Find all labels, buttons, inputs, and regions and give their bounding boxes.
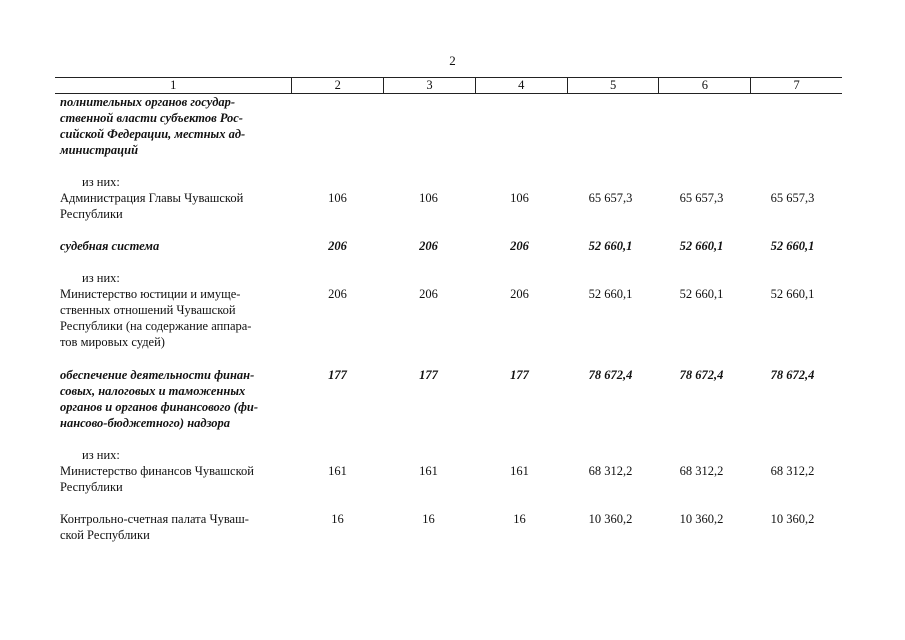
cell-col3: 106 [419, 191, 438, 205]
label-line: тов мировых судей) [60, 335, 165, 349]
page-number: 2 [449, 53, 456, 68]
label-line: Контрольно-счетная палата Чуваш- [60, 512, 249, 526]
label-line: Республики [60, 480, 123, 494]
column-header-3: 3 [383, 78, 475, 93]
row-label [55, 270, 292, 350]
row-prefix: из них: [82, 175, 120, 189]
label-line: обеспечение деятельности финан- [60, 368, 255, 382]
cell-col7: 65 657,3 [770, 191, 815, 205]
spacer [55, 463, 292, 479]
cell-col3: 177 [419, 368, 438, 382]
column-header-6: 6 [658, 78, 750, 93]
row-label [55, 94, 292, 158]
label-line: ственной власти субъектов Рос- [60, 111, 243, 125]
cell-col3: 161 [419, 464, 438, 478]
label-line: сийской Федерации, местных ад- [60, 127, 246, 141]
cell-col2: 16 [331, 512, 344, 526]
row-prefix: из них: [82, 271, 120, 285]
table-row-justice [55, 270, 842, 350]
row-label [55, 511, 292, 543]
cell-col2: 206 [328, 287, 347, 301]
label-line: органов и органов финансового (фи- [60, 400, 259, 414]
cell-col6: 68 312,2 [679, 464, 724, 478]
label-line: Министерство финансов Чувашской [60, 464, 254, 478]
cell-col5: 68 312,2 [588, 464, 633, 478]
row-label [55, 238, 292, 254]
label-line: Администрация Главы Чувашской [60, 191, 244, 205]
label-line: Республики [60, 207, 123, 221]
cell-col3: 206 [419, 287, 438, 301]
label-line: Министерство юстиции и имуще- [60, 287, 241, 301]
cell-col4: 106 [510, 191, 529, 205]
label-line: Республики (на содержание аппара- [60, 319, 252, 333]
cell-col7: 52 660,1 [770, 239, 815, 253]
table-row-finance-ministry-values [55, 463, 842, 479]
cell-col2: 106 [328, 191, 347, 205]
cell-col6: 52 660,1 [679, 239, 724, 253]
cell-col4: 177 [510, 368, 529, 382]
label-line: министраций [60, 143, 139, 157]
spacer [55, 286, 292, 302]
label-line: полнительных органов государ- [60, 95, 236, 109]
table-row-audit-chamber [55, 511, 842, 543]
cell-col7: 68 312,2 [770, 464, 815, 478]
cell-col2: 206 [328, 239, 347, 253]
column-number-header [55, 77, 842, 94]
table-row-financial-bodies [55, 367, 842, 431]
cell-col6: 78 672,4 [679, 368, 724, 382]
column-header-7: 7 [750, 78, 842, 93]
cell-col5: 52 660,1 [588, 287, 633, 301]
cell-col5: 78 672,4 [588, 368, 633, 382]
cell-col4: 161 [510, 464, 529, 478]
label-line: ской Республики [60, 528, 150, 542]
cell-col7: 52 660,1 [770, 287, 815, 301]
cell-col3: 206 [419, 239, 438, 253]
cell-col5: 10 360,2 [588, 512, 633, 526]
cell-col5: 65 657,3 [588, 191, 633, 205]
row-prefix: из них: [82, 448, 120, 462]
cell-col7: 10 360,2 [770, 512, 815, 526]
cell-col2: 177 [328, 368, 347, 382]
cell-col4: 16 [513, 512, 526, 526]
column-header-1: 1 [170, 78, 177, 92]
cell-col4: 206 [510, 239, 529, 253]
cell-col6: 52 660,1 [679, 287, 724, 301]
budget-table [55, 77, 842, 542]
label-line: нансово-бюджетного) надзора [60, 416, 231, 430]
table-row-justice-values [55, 286, 842, 302]
row-label [55, 367, 292, 431]
cell-col2: 161 [328, 464, 347, 478]
cell-col4: 206 [510, 287, 529, 301]
table-row-administration-values [55, 190, 842, 206]
cell-col3: 16 [422, 512, 435, 526]
label-line: ственных отношений Чувашской [60, 303, 236, 317]
column-header-5: 5 [567, 78, 659, 93]
label-line: совых, налоговых и таможенных [60, 384, 246, 398]
label-line: судебная система [60, 239, 160, 253]
cell-col7: 78 672,4 [770, 368, 815, 382]
column-header-4: 4 [475, 78, 567, 93]
spacer [55, 190, 292, 206]
cell-col6: 10 360,2 [679, 512, 724, 526]
cell-col6: 65 657,3 [679, 191, 724, 205]
column-header-2: 2 [291, 78, 383, 93]
table-row-judicial [55, 238, 842, 254]
cell-col5: 52 660,1 [588, 239, 633, 253]
table-row-section-executive [55, 94, 842, 158]
